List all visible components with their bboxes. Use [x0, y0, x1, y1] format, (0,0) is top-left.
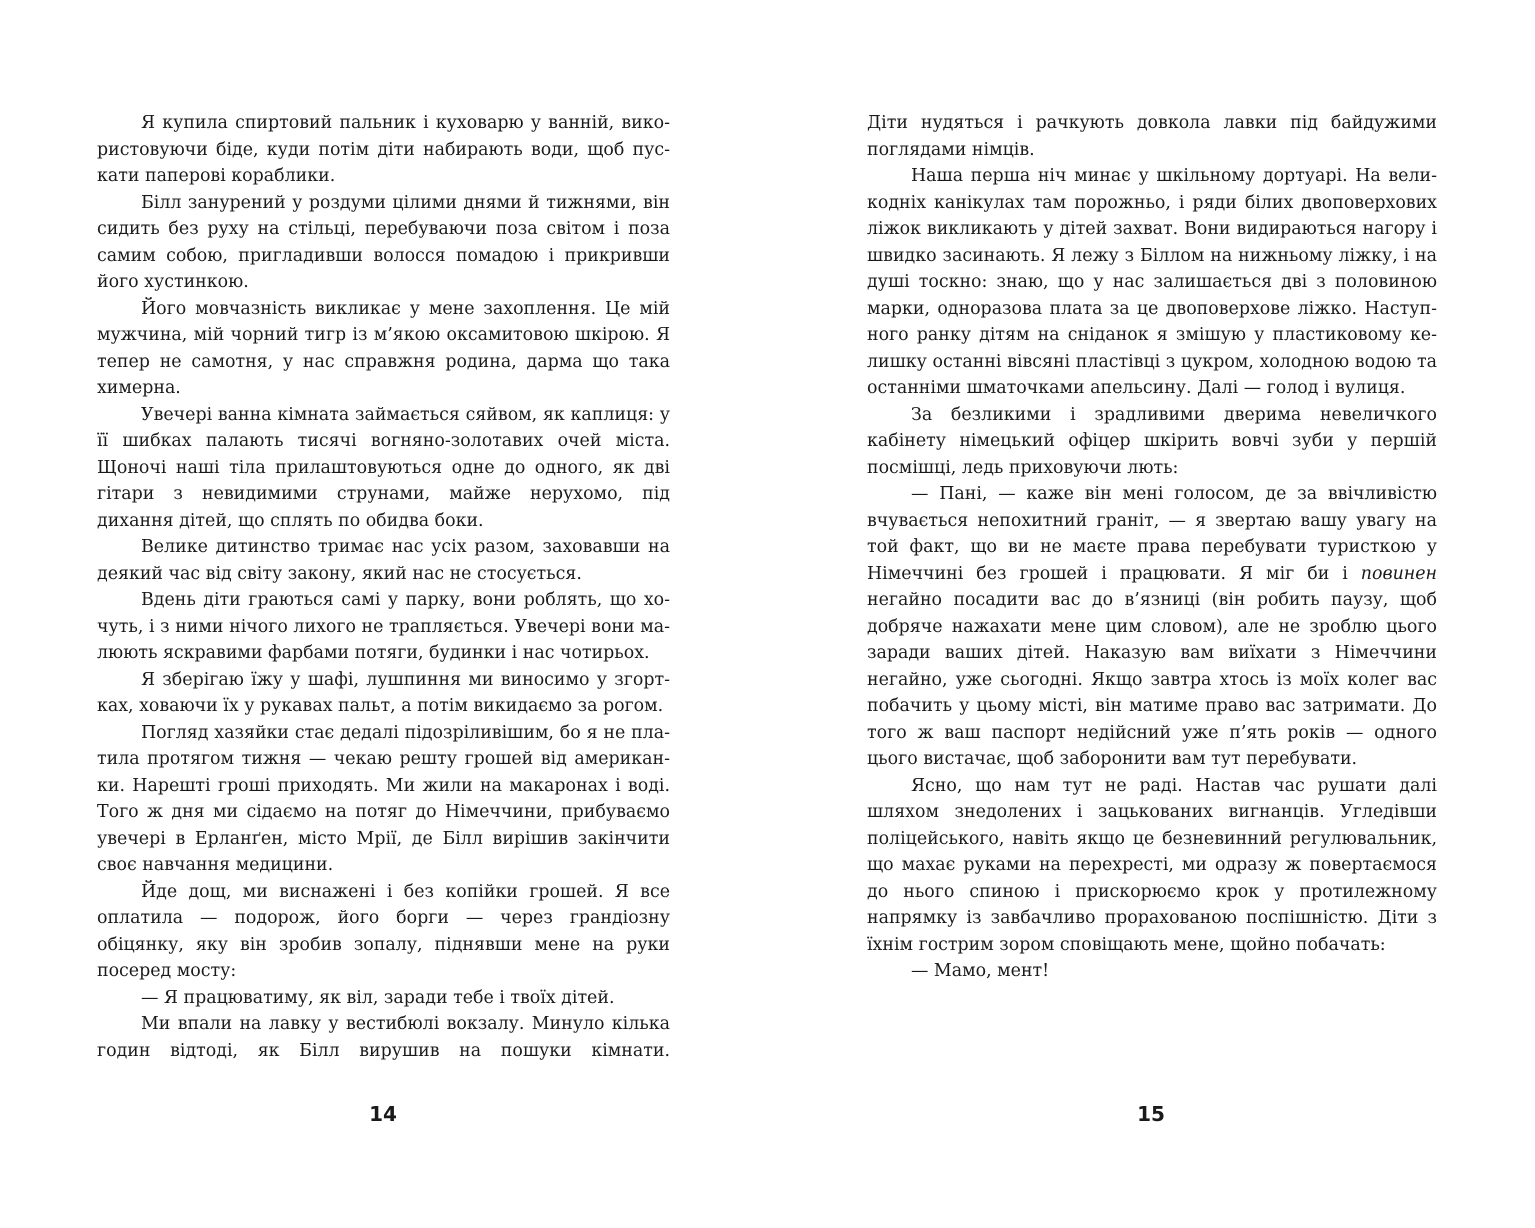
left-paragraph-6: Вдень діти граються самі у парку, вони роблять, що хочуть, і з ними нічого лихого не трапляється. Увечері вони малюють яскравими фарбами потяги, будинки і нас чотирьох. — [97, 590, 670, 663]
page-number-left: 14 — [369, 1102, 397, 1126]
left-paragraph-2: Білл занурений у роздуми цілими днями й тижнями, він сидить без руху на стільці, перебуваючи поза світом і поза самим собою, пригладивши волосся помадою і прикривши його хустинкою. — [97, 192, 670, 292]
right-paragraph-continued: Діти нудяться і рачкують довкола лавки під байдужими поглядами німців. — [867, 113, 1437, 160]
quote-text-end: негайно посадити вас до в’язниці (він робить паузу, щоб добряче нажахати мене цим словом), але не зроблю цього заради ваших дітей. Наказую вам виїхати з Німеччини негайно, уже сьогодні. Якщо завтра хтось із моїх колег вас побачить у цьому місті, він матиме право вас затримати. До того ж ваш паспорт недійсний уже п’ять років — одного цього вистачає, щоб заборонити вам тут перебувати. — [867, 590, 1437, 769]
right-officer-quote — [867, 481, 1437, 773]
left-paragraph-8: Погляд хазяйки стає дедалі підозріливішим, бо я не платила протягом тижня — чекаю решту грошей від американки. Нарешті гроші приходять. Ми жили на макаронах і воді. Того ж дня ми сідаємо на потяг до Німеччини, прибуваємо увечері в Ерланґен, місто Мрії, де Білл вирішив закінчити своє навчання медицини. — [97, 722, 670, 875]
left-dialogue-line: — Я працюватиму, як віл, заради тебе і твоїх дітей. — [141, 987, 615, 1008]
right-dialogue-line: — Мамо, мент! — [911, 961, 1050, 981]
left-paragraph-4: Увечері ванна кімната займається сяйвом, як каплиця: у її шибках палають тисячі вогняно-золотавих очей міста. Щоночі наші тіла прилаштовуються одне до одного, як дві гітари з невидимими струнами, майже нерухомо, під дихання дітей, що сплять по обидва боки. — [97, 404, 670, 531]
quote-text-start: — Пані, — каже він мені голосом, де за ввічливістю вчувається непохитний граніт, — я звертаю вашу увагу на той факт, що ви не маєте права перебувати туристкою у Німеччині без грошей і працювати. Я міг би і — [867, 484, 1437, 584]
left-page — [97, 110, 670, 1064]
left-paragraph-5: Велике дитинство тримає нас усіх разом, заховавши на деякий час від світу закону, який нас не стосується. — [97, 537, 670, 584]
page-number-right: 15 — [1137, 1102, 1165, 1126]
right-paragraph-3: За безликими і зрадливими дверима невеличкого кабінету німецький офіцер шкірить вовчі зуби у першій посмішці, ледь приховуючи лють: — [867, 404, 1437, 478]
right-paragraph-5: Ясно, що нам тут не раді. Настав час рушати далі шляхом знедолених і зацькованих вигнанців. Угледівши поліцейського, навіть якщо це безневинний регулювальник, що махає руками на перехресті, ми одразу ж повертаємося до нього спиною і прискорюємо крок у протилежному напрямку із завбачливо прорахованою поспішністю. Діти з їхнім гострим зором сповіщають мене, щойно побачать: — [867, 775, 1437, 955]
left-paragraph-7: Я зберігаю їжу у шафі, лушпиння ми виносимо у згортках, ховаючи їх у рукавах пальт, а потім викидаємо за рогом. — [97, 669, 670, 716]
left-paragraph-3: Його мовчазність викликає у мене захоплення. Це мій мужчина, мій чорний тигр із м’якою оксамитовою шкірою. Я тепер не самотня, у нас справжня родина, дарма що така химерна. — [97, 298, 670, 398]
left-paragraph-1: Я купила спиртовий пальник і куховарю у ванній, використовуючи біде, куди потім діти набирають води, щоб пускати паперові кораблики. — [97, 113, 670, 186]
right-page — [867, 110, 1437, 985]
right-paragraph-2: Наша перша ніч минає у шкільному дортуарі. На великодніх канікулах там порожньо, і ряди білих двоповерхових ліжок викликають у дітей захват. Вони видираються нагору і швидко засинають. Я лежу з Біллом на нижньому ліжку, і на душі тоскно: знаю, що у нас залишається дві з половиною марки, одноразова плата за це двоповерхове ліжко. Наступного ранку дітям на сніданок я змішую у пластиковому келишку останні вівсяні пластівці з цукром, холодною водою та останніми шматочками апельсину. Далі — голод і вулиця. — [867, 166, 1437, 398]
left-paragraph-9: Йде дощ, ми виснажені і без копійки грошей. Я все оплатила — подорож, його борги — через грандіозну обіцянку, яку він зробив зопалу, піднявши мене на руки посеред мосту: — [97, 881, 670, 981]
quote-italic-word: повинен — [1360, 563, 1437, 584]
left-paragraph-last: Ми впали на лавку у вестибюлі вокзалу. Минуло кілька годин відтоді, як Білл вирушив на пошуки кімнати. — [97, 1014, 670, 1061]
